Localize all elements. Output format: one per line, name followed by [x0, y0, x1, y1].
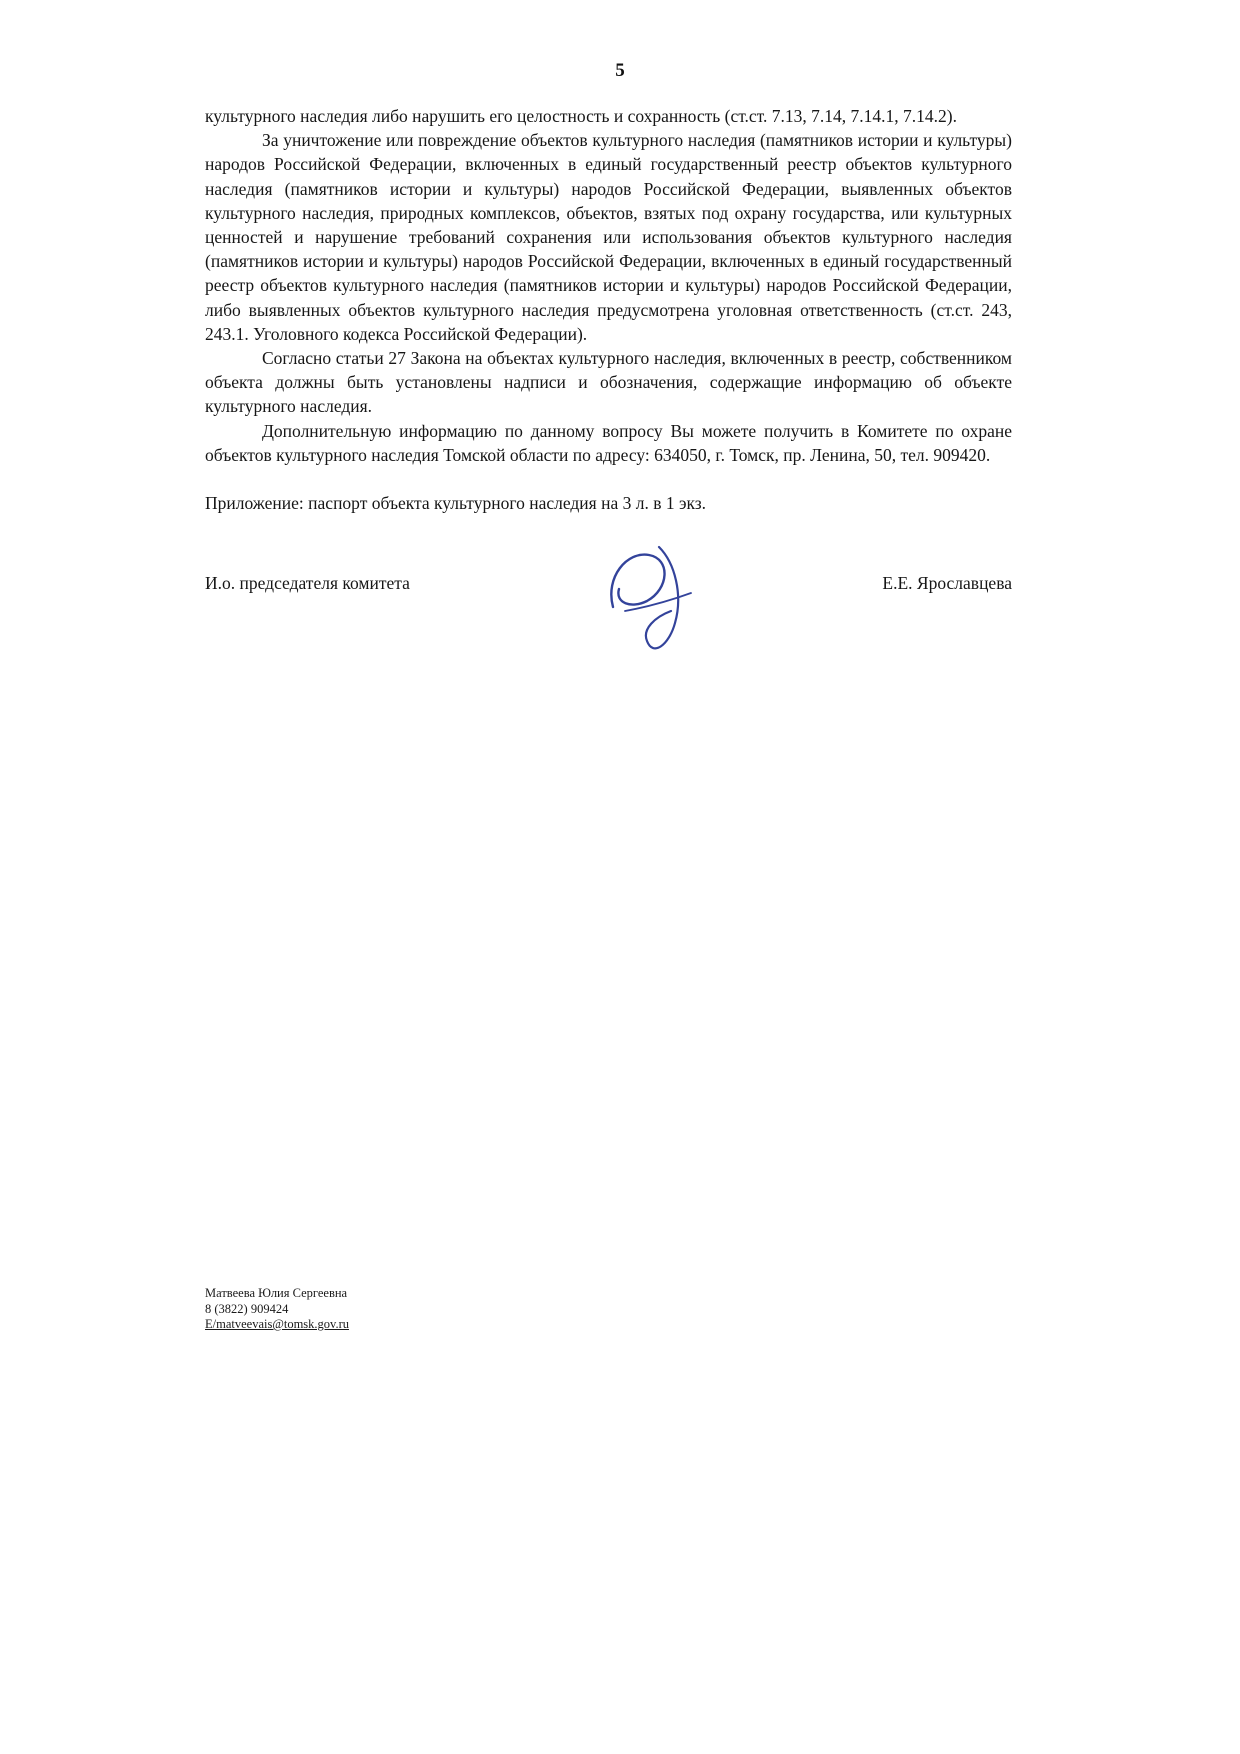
signature-stroke: [611, 555, 664, 607]
paragraph: культурного наследия либо нарушить его целостность и сохранность (ст.ст. 7.13, 7.14, 7.14.1, 7.14.2).: [205, 106, 957, 126]
paragraph: За уничтожение или повреждение объектов культурного наследия (памятников истории и культуры) народов Российской Федерации, включенных в единый государственный реестр объектов культурного наследия (памятников истории и культуры) народов Российской Федерации, выявленных объектов культурного наследия, природных комплексов, объектов, взятых под охрану государства, или культурных ценностей и нарушение требований сохранения или использования объектов культурного наследия (памятников истории и культуры) народов Российской Федерации, включенных в единый государственный реестр объектов культурного наследия (памятников истории и культуры) народов Российской Федерации, либо выявленных объектов культурного наследия предусмотрена уголовная ответственность (ст.ст. 243, 243.1. Уголовного кодекса Российской Федерации).: [205, 130, 1012, 344]
contact-name: Матвеева Юлия Сергеевна: [205, 1286, 348, 1300]
signer-name: Е.Е. Ярославцева: [882, 573, 1012, 594]
signature-stroke: [646, 547, 678, 648]
signer-title: И.о. председателя комитета: [205, 573, 410, 594]
signature-ink-icon: [595, 537, 735, 661]
contact-email: E/matveevais@tomsk.gov.ru: [205, 1317, 350, 1331]
paragraph: Дополнительную информацию по данному вопросу Вы можете получить в Комитете по охране объектов культурного наследия Томской области по адресу: 634050, г. Томск, пр. Ленина, 50, тел. 909420.: [205, 420, 1012, 465]
paragraph: Согласно статьи 27 Закона на объектах культурного наследия, включенных в реестр, собственником объекта должны быть установлены надписи и обозначения, содержащие информацию об объекте культурного наследия.: [205, 348, 1012, 417]
page-number: 5: [615, 60, 625, 81]
document-body: [205, 104, 1012, 595]
signature-block: [205, 571, 1012, 595]
signature-stroke: [625, 593, 691, 611]
attachment-line: Приложение: паспорт объекта культурного наследия на 3 л. в 1 экз.: [205, 493, 707, 514]
contact-footer: [205, 1286, 349, 1333]
contact-phone: 8 (3822) 909424: [205, 1301, 289, 1316]
